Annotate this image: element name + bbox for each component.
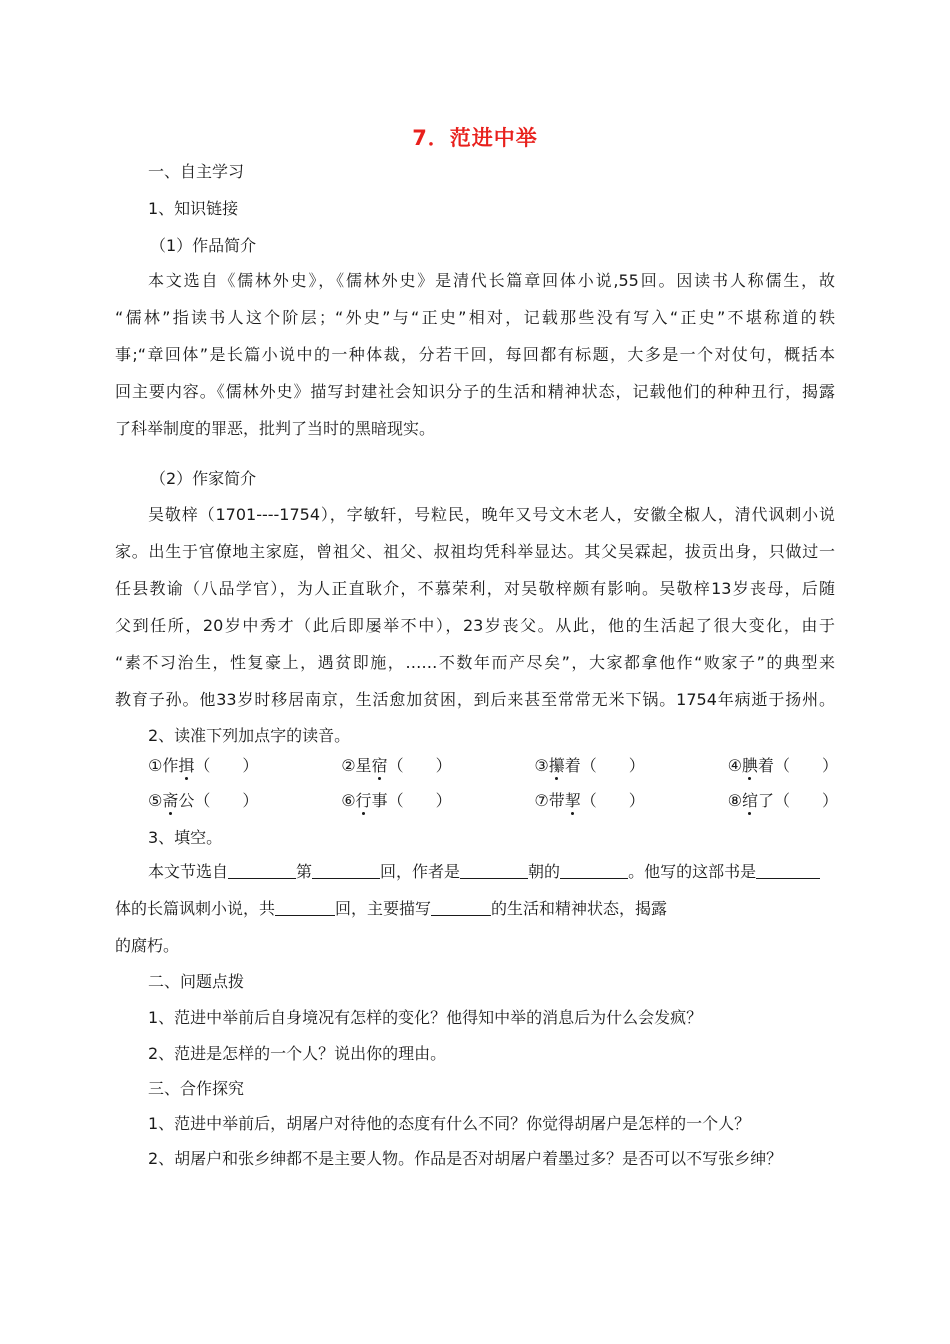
subheading-knowledge-link: 1、知识链接 xyxy=(148,199,239,218)
paragraph-line: 吴敬梓（1701----1754），字敏轩，号粒民，晚年又号文木老人，安徽全椒人，清代讽刺小说 xyxy=(148,505,835,524)
blank-field[interactable] xyxy=(312,862,380,879)
paragraph-line: 任县教谕（八品学官），为人正直耿介，不慕荣利，对吴敬梓颇有影响。吴敬梓13岁丧母，后随 xyxy=(115,579,835,598)
question-item: 2、胡屠户和张乡绅都不是主要人物。作品是否对胡屠户着墨过多？是否可以不写张乡绅？ xyxy=(148,1149,783,1168)
pronunciation-item: ⑧绾了（ ） xyxy=(727,791,838,810)
pronunciation-item: ④腆着（ ） xyxy=(727,756,838,775)
paragraph-line: “儒林”指读书人这个阶层；“外史”与“正史”相对，记载那些没有写入“正史”不堪称道的轶 xyxy=(115,308,835,327)
dotted-char: 腆 xyxy=(741,756,758,775)
question-pronunciation: 2、读准下列加点字的读音。 xyxy=(148,726,351,745)
fill-line: 本文节选自 第 回，作者是 朝的 。他写的这部书是 xyxy=(148,860,835,884)
subheading-work-intro: （1）作品简介 xyxy=(150,236,257,255)
subheading-author-intro: （2）作家简介 xyxy=(150,469,257,488)
dotted-char: 揖 xyxy=(178,756,195,775)
pronunciation-item: ③攥着（ ） xyxy=(534,756,645,775)
paragraph-line: “素不习治生，性复豪上，遇贫即施，……不数年而产尽矣”，大家都拿他作“败家子”的典型来 xyxy=(115,653,835,672)
question-item: 2、范进是怎样的一个人？说出你的理由。 xyxy=(148,1044,447,1063)
question-item: 1、范进中举前后自身境况有怎样的变化？他得知中举的消息后为什么会发疯？ xyxy=(148,1008,703,1027)
dotted-char: 斋 xyxy=(162,791,179,810)
dotted-char: 行 xyxy=(355,791,372,810)
paragraph-line: 教育子孙。他33岁时移居南京，生活愈加贫困，到后来甚至常常无米下锅。1754年病逝于扬州。 xyxy=(115,690,835,709)
pronunciation-item: ⑥行事（ ） xyxy=(341,791,452,810)
blank-field[interactable] xyxy=(275,899,335,916)
paragraph-line: 了科举制度的罪恶，批判了当时的黑暗现实。 xyxy=(115,419,436,438)
question-item: 1、范进中举前后，胡屠户对待他的态度有什么不同？你觉得胡屠户是怎样的一个人？ xyxy=(148,1114,751,1133)
pronunciation-row xyxy=(148,789,838,813)
dotted-char: 宿 xyxy=(371,756,388,775)
pronunciation-item: ⑤斋公（ ） xyxy=(148,791,259,810)
blank-field[interactable] xyxy=(560,862,628,879)
paragraph-line: 本文选自《儒林外史》，《儒林外史》是清代长篇章回体小说,55回。因读书人称儒生，故 xyxy=(148,271,835,290)
paragraph-line: 父到任所，20岁中秀才（此后即屡举不中），23岁丧父。从此，他的生活起了很大变化，由于 xyxy=(115,616,835,635)
pronunciation-item: ⑦带挈（ ） xyxy=(534,791,645,810)
pronunciation-row xyxy=(148,754,838,778)
blank-field[interactable] xyxy=(431,899,491,916)
blank-field[interactable] xyxy=(460,862,528,879)
question-fill-blank: 3、填空。 xyxy=(148,828,223,847)
dotted-char: 挈 xyxy=(564,791,581,810)
page-title: 7．范进中举 xyxy=(412,126,538,150)
fill-line: 体的长篇讽刺小说，共 回，主要描写 的生活和精神状态，揭露 xyxy=(115,899,668,918)
dotted-char: 攥 xyxy=(548,756,565,775)
pronunciation-item: ①作揖（ ） xyxy=(148,756,259,775)
blank-field[interactable] xyxy=(228,862,296,879)
section-heading-problem: 二、问题点拨 xyxy=(148,972,245,991)
pronunciation-item: ②星宿（ ） xyxy=(341,756,452,775)
section-heading-cooperative: 三、合作探究 xyxy=(148,1079,245,1098)
dotted-char: 绾 xyxy=(741,791,758,810)
blank-field[interactable] xyxy=(756,862,820,879)
fill-line: 的腐朽。 xyxy=(115,936,180,955)
paragraph-line: 回主要内容。《儒林外史》描写封建社会知识分子的生活和精神状态，记载他们的种种丑行，揭露 xyxy=(115,382,835,401)
paragraph-line: 家。出生于官僚地主家庭，曾祖父、祖父、叔祖均凭科举显达。其父吴霖起，拔贡出身，只做过一 xyxy=(115,542,835,561)
paragraph-line: 事;“章回体”是长篇小说中的一种体裁，分若干回，每回都有标题，大多是一个对仗句，概括本 xyxy=(115,345,835,364)
section-heading-self-study: 一、自主学习 xyxy=(148,162,245,181)
